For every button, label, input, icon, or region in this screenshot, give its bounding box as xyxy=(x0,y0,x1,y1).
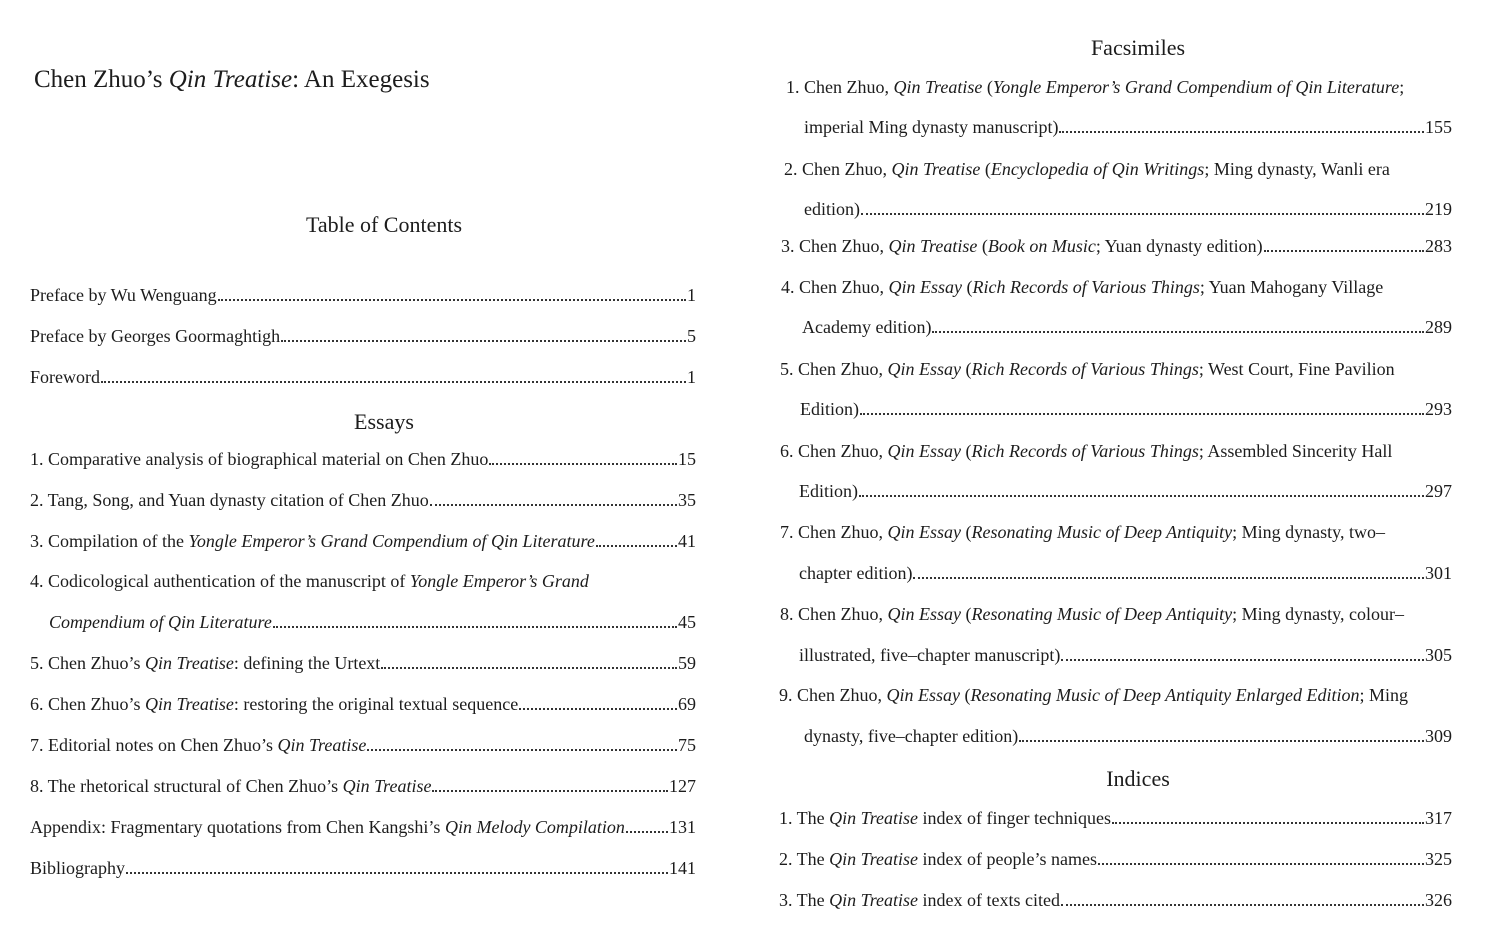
page-number: 293 xyxy=(1425,399,1452,419)
page-number: 75 xyxy=(678,735,696,755)
toc-entry-bibliography[interactable]: Bibliography 141 xyxy=(30,858,696,878)
page-number: 301 xyxy=(1425,563,1452,583)
page-number: 309 xyxy=(1425,726,1452,746)
page-number: 141 xyxy=(669,858,696,878)
facsimile-8-line1[interactable]: 8. Chen Zhuo, Qin Essay (Resonating Music of Deep Antiquity; Ming dynasty, colour– xyxy=(780,604,1404,624)
facsimile-8-line2[interactable]: illustrated, five–chapter manuscript) 305 xyxy=(799,645,1452,665)
toc-entry-essay-2[interactable]: 2. Tang, Song, and Yuan dynasty citation of Chen Zhuo 35 xyxy=(30,490,696,510)
page-number: 15 xyxy=(678,449,696,469)
right-page xyxy=(750,0,1500,947)
toc-entry-essay-3[interactable]: 3. Compilation of the Yongle Emperor’s Grand Compendium of Qin Literature 41 xyxy=(30,531,696,551)
page-number: 1 xyxy=(687,285,696,305)
page-number: 297 xyxy=(1425,481,1452,501)
facsimile-6-line2[interactable]: Edition) 297 xyxy=(799,481,1452,501)
page-number: 305 xyxy=(1425,645,1452,665)
facsimile-4-line2[interactable]: Academy edition) 289 xyxy=(802,317,1452,337)
page-number: 325 xyxy=(1425,849,1452,869)
toc-entry-essay-5[interactable]: 5. Chen Zhuo’s Qin Treatise: defining the Urtext 59 xyxy=(30,653,696,673)
essays-heading: Essays xyxy=(354,409,414,434)
indices-heading: Indices xyxy=(1106,766,1170,791)
toc-entry-essay-8[interactable]: 8. The rhetorical structural of Chen Zhuo’s Qin Treatise 127 xyxy=(30,776,696,796)
facsimile-5-line2[interactable]: Edition) 293 xyxy=(800,399,1452,419)
toc-entry-preface-goormaghtigh[interactable]: Preface by Georges Goormaghtigh 5 xyxy=(30,326,696,346)
facsimile-2-line1[interactable]: 2. Chen Zhuo, Qin Treatise (Encyclopedia of Qin Writings; Ming dynasty, Wanli era xyxy=(784,159,1390,179)
toc-entry-essay-1[interactable]: 1. Comparative analysis of biographical material on Chen Zhuo 15 xyxy=(30,449,696,469)
facsimiles-heading: Facsimiles xyxy=(1090,35,1186,60)
facsimile-2-line2[interactable]: edition) 219 xyxy=(804,199,1452,219)
facsimile-4-line1[interactable]: 4. Chen Zhuo, Qin Essay (Rich Records of Various Things; Yuan Mahogany Village xyxy=(781,277,1384,297)
facsimile-1-line1[interactable]: 1. Chen Zhuo, Qin Treatise (Yongle Emperor’s Grand Compendium of Qin Literature; xyxy=(786,77,1405,97)
page-number: 317 xyxy=(1425,808,1452,828)
toc-entry-appendix[interactable]: Appendix: Fragmentary quotations from Chen Kangshi’s Qin Melody Compilation 131 xyxy=(30,817,696,837)
facsimile-3[interactable]: 3. Chen Zhuo, Qin Treatise (Book on Music; Yuan dynasty edition) 283 xyxy=(781,236,1452,256)
toc-entry-essay-6[interactable]: 6. Chen Zhuo’s Qin Treatise: restoring the original textual sequence 69 xyxy=(30,694,696,714)
facsimile-9-line2[interactable]: dynasty, five–chapter edition) 309 xyxy=(804,726,1452,746)
toc-entry-foreword[interactable]: Foreword 1 xyxy=(30,367,696,387)
page-number: 127 xyxy=(669,776,696,796)
index-entry-2[interactable]: 2. The Qin Treatise index of people’s names 325 xyxy=(779,849,1452,869)
page-number: 5 xyxy=(687,326,696,346)
toc-entry-preface-wu[interactable]: Preface by Wu Wenguang 1 xyxy=(30,285,696,305)
book-title: Chen Zhuo’s Qin Treatise: An Exegesis xyxy=(34,66,430,93)
page-number: 289 xyxy=(1425,317,1452,337)
page-number: 131 xyxy=(669,817,696,837)
page-number: 45 xyxy=(678,612,696,632)
page-number: 219 xyxy=(1425,199,1452,219)
facsimile-7-line1[interactable]: 7. Chen Zhuo, Qin Essay (Resonating Music of Deep Antiquity; Ming dynasty, two– xyxy=(780,522,1385,542)
page-number: 1 xyxy=(687,367,696,387)
toc-entry-essay-7[interactable]: 7. Editorial notes on Chen Zhuo’s Qin Treatise 75 xyxy=(30,735,696,755)
facsimile-9-line1[interactable]: 9. Chen Zhuo, Qin Essay (Resonating Music of Deep Antiquity Enlarged Edition; Ming xyxy=(779,685,1408,705)
page-number: 326 xyxy=(1425,890,1452,910)
facsimile-7-line2[interactable]: chapter edition) 301 xyxy=(799,563,1452,583)
index-entry-3[interactable]: 3. The Qin Treatise index of texts cited 326 xyxy=(779,890,1452,910)
toc-entry-essay-4-line2[interactable]: Compendium of Qin Literature 45 xyxy=(49,612,696,632)
page-number: 59 xyxy=(678,653,696,673)
toc-entry-essay-4-line1[interactable]: 4. Codicological authentication of the manuscript of Yongle Emperor’s Grand xyxy=(30,571,589,591)
page-number: 155 xyxy=(1425,117,1452,137)
page-number: 41 xyxy=(678,531,696,551)
page-number: 283 xyxy=(1425,236,1452,256)
page-number: 35 xyxy=(678,490,696,510)
facsimile-6-line1[interactable]: 6. Chen Zhuo, Qin Essay (Rich Records of Various Things; Assembled Sincerity Hall xyxy=(780,441,1393,461)
toc-heading: Table of Contents xyxy=(305,212,463,237)
page-number: 69 xyxy=(678,694,696,714)
facsimile-5-line1[interactable]: 5. Chen Zhuo, Qin Essay (Rich Records of Various Things; West Court, Fine Pavilion xyxy=(780,359,1395,379)
facsimile-1-line2[interactable]: imperial Ming dynasty manuscript) 155 xyxy=(804,117,1452,137)
index-entry-1[interactable]: 1. The Qin Treatise index of finger techniques 317 xyxy=(779,808,1452,828)
